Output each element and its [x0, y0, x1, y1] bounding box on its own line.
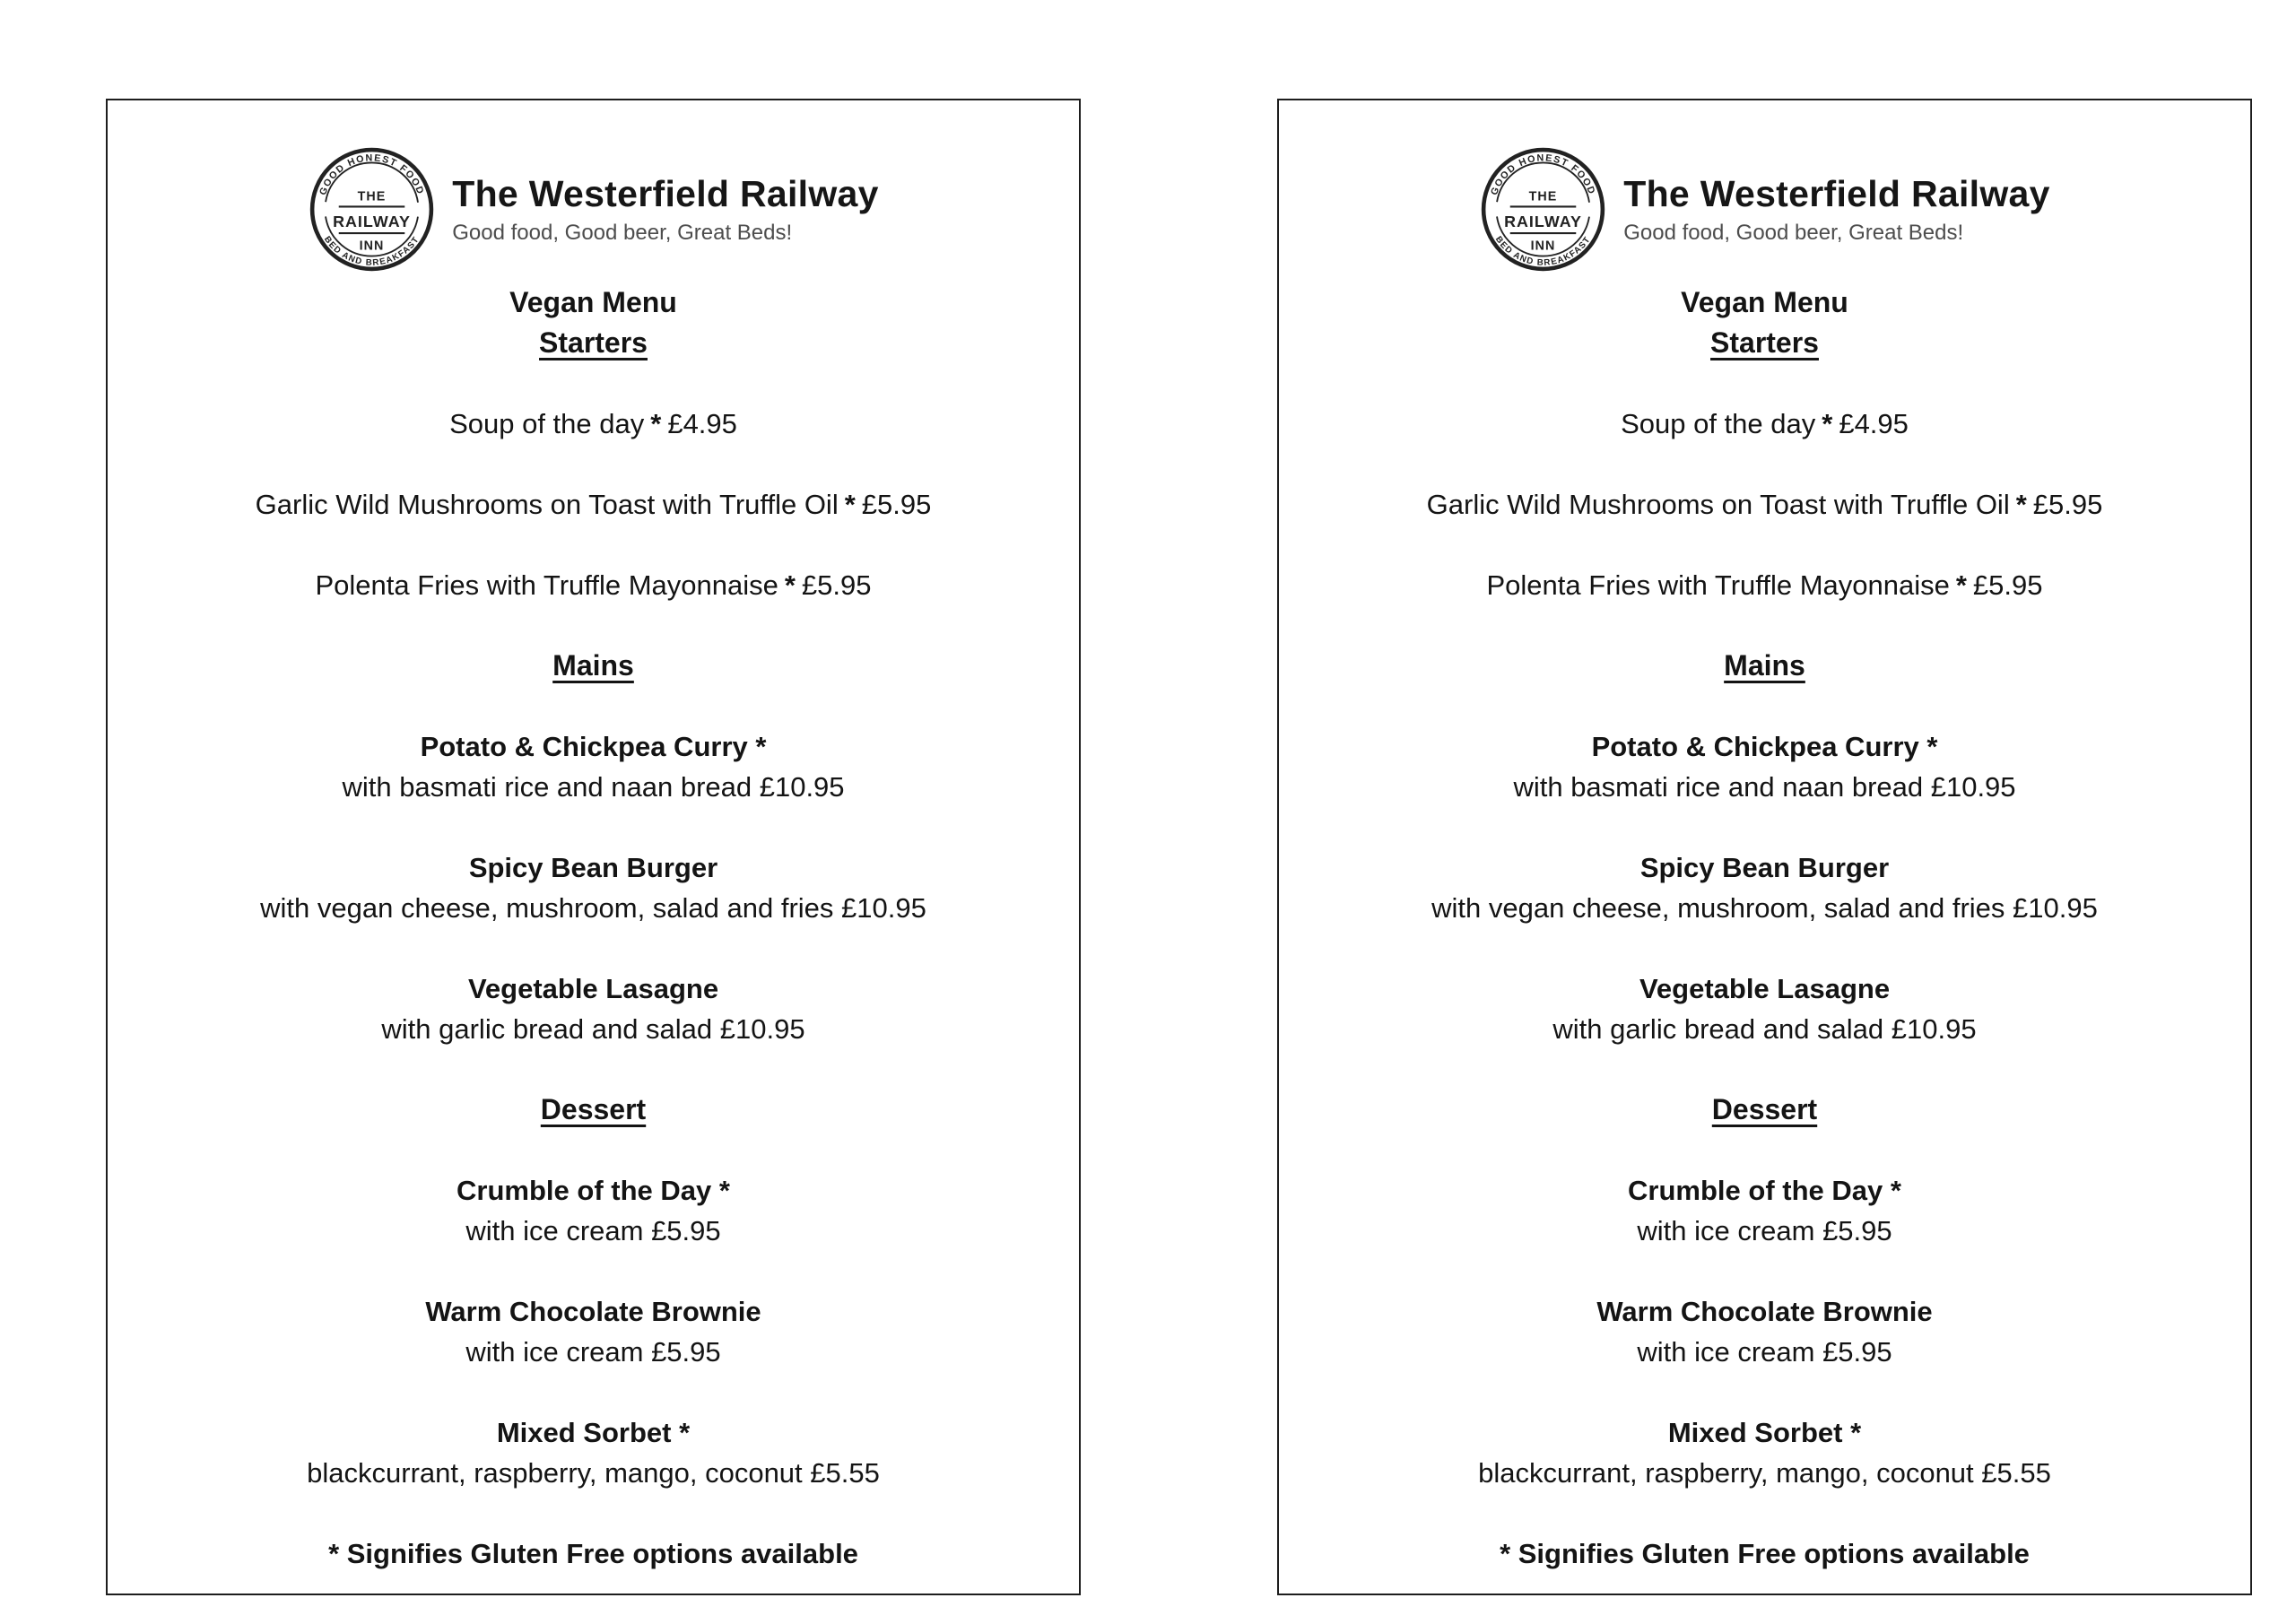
logo-railway-text: RAILWAY	[333, 212, 412, 230]
section-heading-starters: Starters	[1710, 326, 1819, 359]
brand-header	[1279, 145, 2250, 274]
logo-arc-bottom-text: BED AND BREAKFAST	[1493, 234, 1594, 268]
brand-header	[108, 145, 1079, 274]
item-price: £5.95	[1972, 569, 2043, 601]
menu-item-desc-lasagne: with garlic bread and salad £10.95	[381, 1013, 805, 1045]
gluten-free-asterisk: *	[1955, 569, 1967, 601]
blank-line	[108, 1251, 1079, 1291]
brand-title: The Westerfield Railway	[1623, 173, 2050, 214]
menu-page-left	[106, 99, 1081, 1595]
menu-item-name-brownie: Warm Chocolate Brownie	[425, 1296, 761, 1327]
blank-line	[108, 525, 1079, 565]
blank-line	[108, 686, 1079, 726]
menu-item-name-curry: Potato & Chickpea Curry *	[420, 731, 767, 762]
menu-item-name-curry: Potato & Chickpea Curry *	[1591, 731, 1938, 762]
section-heading-mains: Mains	[1724, 649, 1805, 682]
logo-the-text: THE	[1528, 189, 1558, 204]
menu-item-desc-bean-burger: with vegan cheese, mushroom, salad and fries £10.95	[260, 892, 926, 924]
blank-line	[1279, 1130, 2250, 1170]
menu-item-name-sorbet: Mixed Sorbet *	[496, 1417, 691, 1448]
item-price: £5.95	[801, 569, 872, 601]
blank-line	[1279, 928, 2250, 968]
menu-item-soup: Soup of the day * £4.95	[449, 408, 737, 439]
blank-line	[108, 1049, 1079, 1090]
menu-item-desc-crumble: with ice cream £5.95	[1637, 1215, 1892, 1246]
blank-line	[108, 363, 1079, 404]
gluten-free-asterisk: *	[2015, 489, 2027, 520]
menu-item-polenta-fries: Polenta Fries with Truffle Mayonnaise * £5.95	[1486, 569, 2043, 601]
brand-title: The Westerfield Railway	[452, 173, 879, 214]
section-heading-starters: Starters	[539, 326, 648, 359]
menu-item-name-bean-burger: Spicy Bean Burger	[1639, 852, 1890, 883]
menu-item-desc-sorbet: blackcurrant, raspberry, mango, coconut £5.55	[1478, 1457, 2051, 1489]
blank-line	[108, 928, 1079, 968]
menu-item-garlic-mushrooms: Garlic Wild Mushrooms on Toast with Truffle Oil * £5.95	[1426, 489, 2103, 520]
blank-line	[108, 1493, 1079, 1533]
blank-line	[1279, 807, 2250, 847]
blank-line	[108, 1130, 1079, 1170]
brand-text-block	[1623, 173, 2050, 246]
gluten-free-asterisk: *	[650, 408, 662, 439]
blank-line	[108, 807, 1079, 847]
menu-item-desc-curry: with basmati rice and naan bread £10.95	[342, 771, 845, 803]
blank-line	[108, 605, 1079, 646]
menu-item-desc-lasagne: with garlic bread and salad £10.95	[1552, 1013, 1977, 1045]
blank-line	[1279, 1049, 2250, 1090]
menu-page-right	[1277, 99, 2252, 1595]
menu-item-name-lasagne: Vegetable Lasagne	[1639, 973, 1891, 1004]
section-heading-mains: Mains	[552, 649, 634, 682]
railway-inn-stamp-logo-icon	[1479, 145, 1607, 274]
menu-item-desc-crumble: with ice cream £5.95	[465, 1215, 721, 1246]
menu-item-desc-brownie: with ice cream £5.95	[465, 1336, 721, 1368]
logo-inn-text: INN	[359, 239, 385, 254]
blank-line	[1279, 605, 2250, 646]
menu-item-name-crumble: Crumble of the Day *	[1628, 1175, 1901, 1206]
menu-item-desc-curry: with basmati rice and naan bread £10.95	[1513, 771, 2016, 803]
gluten-free-asterisk: *	[1822, 408, 1833, 439]
menu-item-name-sorbet: Mixed Sorbet *	[1667, 1417, 1862, 1448]
blank-line	[1279, 363, 2250, 404]
menu-item-desc-brownie: with ice cream £5.95	[1637, 1336, 1892, 1368]
gluten-free-asterisk: *	[784, 569, 796, 601]
brand-text-block	[452, 173, 879, 246]
logo-railway-text: RAILWAY	[1504, 212, 1583, 230]
menu-item-desc-sorbet: blackcurrant, raspberry, mango, coconut £5.55	[307, 1457, 880, 1489]
logo-arc-top-text: GOOD HONEST FOOD	[1489, 152, 1598, 197]
blank-line	[1279, 1493, 2250, 1533]
item-price: £5.95	[2032, 489, 2103, 520]
item-price: £4.95	[667, 408, 737, 439]
gluten-free-footnote: * Signifies Gluten Free options available	[1500, 1538, 2030, 1569]
menu-item-name-crumble: Crumble of the Day *	[457, 1175, 730, 1206]
blank-line	[1279, 1251, 2250, 1291]
menu-item-garlic-mushrooms: Garlic Wild Mushrooms on Toast with Truffle Oil * £5.95	[255, 489, 932, 520]
item-price: £5.95	[861, 489, 932, 520]
menu-title: Vegan Menu	[1681, 286, 1848, 318]
gluten-free-asterisk: *	[844, 489, 856, 520]
blank-line	[1279, 686, 2250, 726]
menu-body	[108, 282, 1079, 1574]
blank-line	[108, 1372, 1079, 1412]
menu-item-name-lasagne: Vegetable Lasagne	[467, 973, 719, 1004]
brand-tagline: Good food, Good beer, Great Beds!	[452, 221, 793, 245]
blank-line	[1279, 1372, 2250, 1412]
logo-the-text: THE	[357, 189, 387, 204]
item-price: £4.95	[1839, 408, 1909, 439]
logo-inn-text: INN	[1530, 239, 1556, 254]
brand-tagline: Good food, Good beer, Great Beds!	[1623, 221, 1964, 245]
gluten-free-footnote: * Signifies Gluten Free options available	[328, 1538, 858, 1569]
menu-item-name-bean-burger: Spicy Bean Burger	[468, 852, 718, 883]
logo-arc-top-text: GOOD HONEST FOOD	[317, 152, 427, 197]
blank-line	[1279, 525, 2250, 565]
section-heading-dessert: Dessert	[1711, 1093, 1818, 1125]
menu-item-desc-bean-burger: with vegan cheese, mushroom, salad and fries £10.95	[1431, 892, 2098, 924]
section-heading-dessert: Dessert	[540, 1093, 647, 1125]
blank-line	[1279, 444, 2250, 484]
menu-item-name-brownie: Warm Chocolate Brownie	[1596, 1296, 1933, 1327]
menu-item-polenta-fries: Polenta Fries with Truffle Mayonnaise * £5.95	[315, 569, 872, 601]
blank-line	[108, 444, 1079, 484]
menu-body	[1279, 282, 2250, 1574]
logo-arc-bottom-text: BED AND BREAKFAST	[322, 234, 422, 268]
menu-item-soup: Soup of the day * £4.95	[1621, 408, 1909, 439]
menu-title: Vegan Menu	[509, 286, 677, 318]
railway-inn-stamp-logo-icon	[308, 145, 436, 274]
